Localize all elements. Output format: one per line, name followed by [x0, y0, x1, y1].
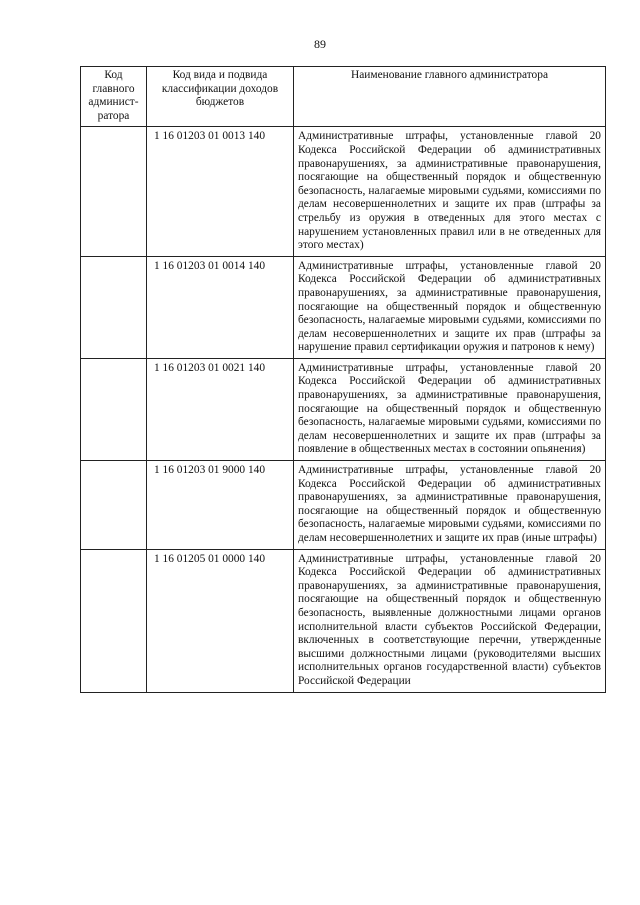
income-code-cell: 1 16 01203 01 0021 140 [147, 358, 294, 460]
admin-code-cell [81, 127, 147, 256]
table-header-row [81, 67, 606, 127]
income-code-cell: 1 16 01203 01 0013 140 [147, 127, 294, 256]
admin-code-cell [81, 549, 147, 692]
table-row [81, 256, 606, 358]
admin-code-cell [81, 358, 147, 460]
header-income-code: Код вида и подвида классификации доходов бюджетов [147, 67, 294, 127]
admin-code-cell [81, 256, 147, 358]
admin-name-cell: Административные штрафы, установленные главой 20 Кодекса Российской Федерации об административных правонарушениях, за административные правонарушения, посягающие на общественный порядок и общественную безопасность, выявленные должностными лицами органов исполнительной власти субъектов Российской Федерации, включенных в соответствующие перечни, утвержденные высшими должностными лицами (руководителями высших исполнительных органов государственной власти) субъектов Российской Федерации [294, 549, 606, 692]
table-row [81, 549, 606, 692]
admin-name-cell: Административные штрафы, установленные главой 20 Кодекса Российской Федерации об административных правонарушениях, за административные правонарушения, посягающие на общественный порядок и общественную безопасность, налагаемые мировыми судьями, комиссиями по делам несовершеннолетних и защите их прав (штрафы за появление в общественных местах в состоянии опьянения) [294, 358, 606, 460]
header-admin-code: Код главного админист-ратора [81, 67, 147, 127]
page-number: 89 [314, 37, 326, 51]
table-row [81, 358, 606, 460]
admin-name-cell: Административные штрафы, установленные главой 20 Кодекса Российской Федерации об административных правонарушениях, за административные правонарушения, посягающие на общественный порядок и общественную безопасность, налагаемые мировыми судьями, комиссиями по делам несовершеннолетних и защите их прав (иные штрафы) [294, 461, 606, 550]
income-code-cell: 1 16 01203 01 9000 140 [147, 461, 294, 550]
income-code-cell: 1 16 01203 01 0014 140 [147, 256, 294, 358]
table-row [81, 461, 606, 550]
table-row [81, 127, 606, 256]
admin-name-cell: Административные штрафы, установленные главой 20 Кодекса Российской Федерации об административных правонарушениях, за административные правонарушения, посягающие на общественный порядок и общественную безопасность, налагаемые мировыми судьями, комиссиями по делам несовершеннолетних и защите их прав (штрафы за нарушение правил сертификации оружия и патронов к нему) [294, 256, 606, 358]
administrators-table [80, 66, 606, 693]
income-code-cell: 1 16 01205 01 0000 140 [147, 549, 294, 692]
admin-code-cell [81, 461, 147, 550]
admin-name-cell: Административные штрафы, установленные главой 20 Кодекса Российской Федерации об административных правонарушениях, за административные правонарушения, посягающие на общественный порядок и общественную безопасность, налагаемые мировыми судьями, комиссиями по делам несовершеннолетних и защите их прав (штрафы за стрельбу из оружия в отведенных для этого местах с нарушением установленных правил или в не отведенных для этого местах) [294, 127, 606, 256]
header-admin-name: Наименование главного администратора [294, 67, 606, 127]
